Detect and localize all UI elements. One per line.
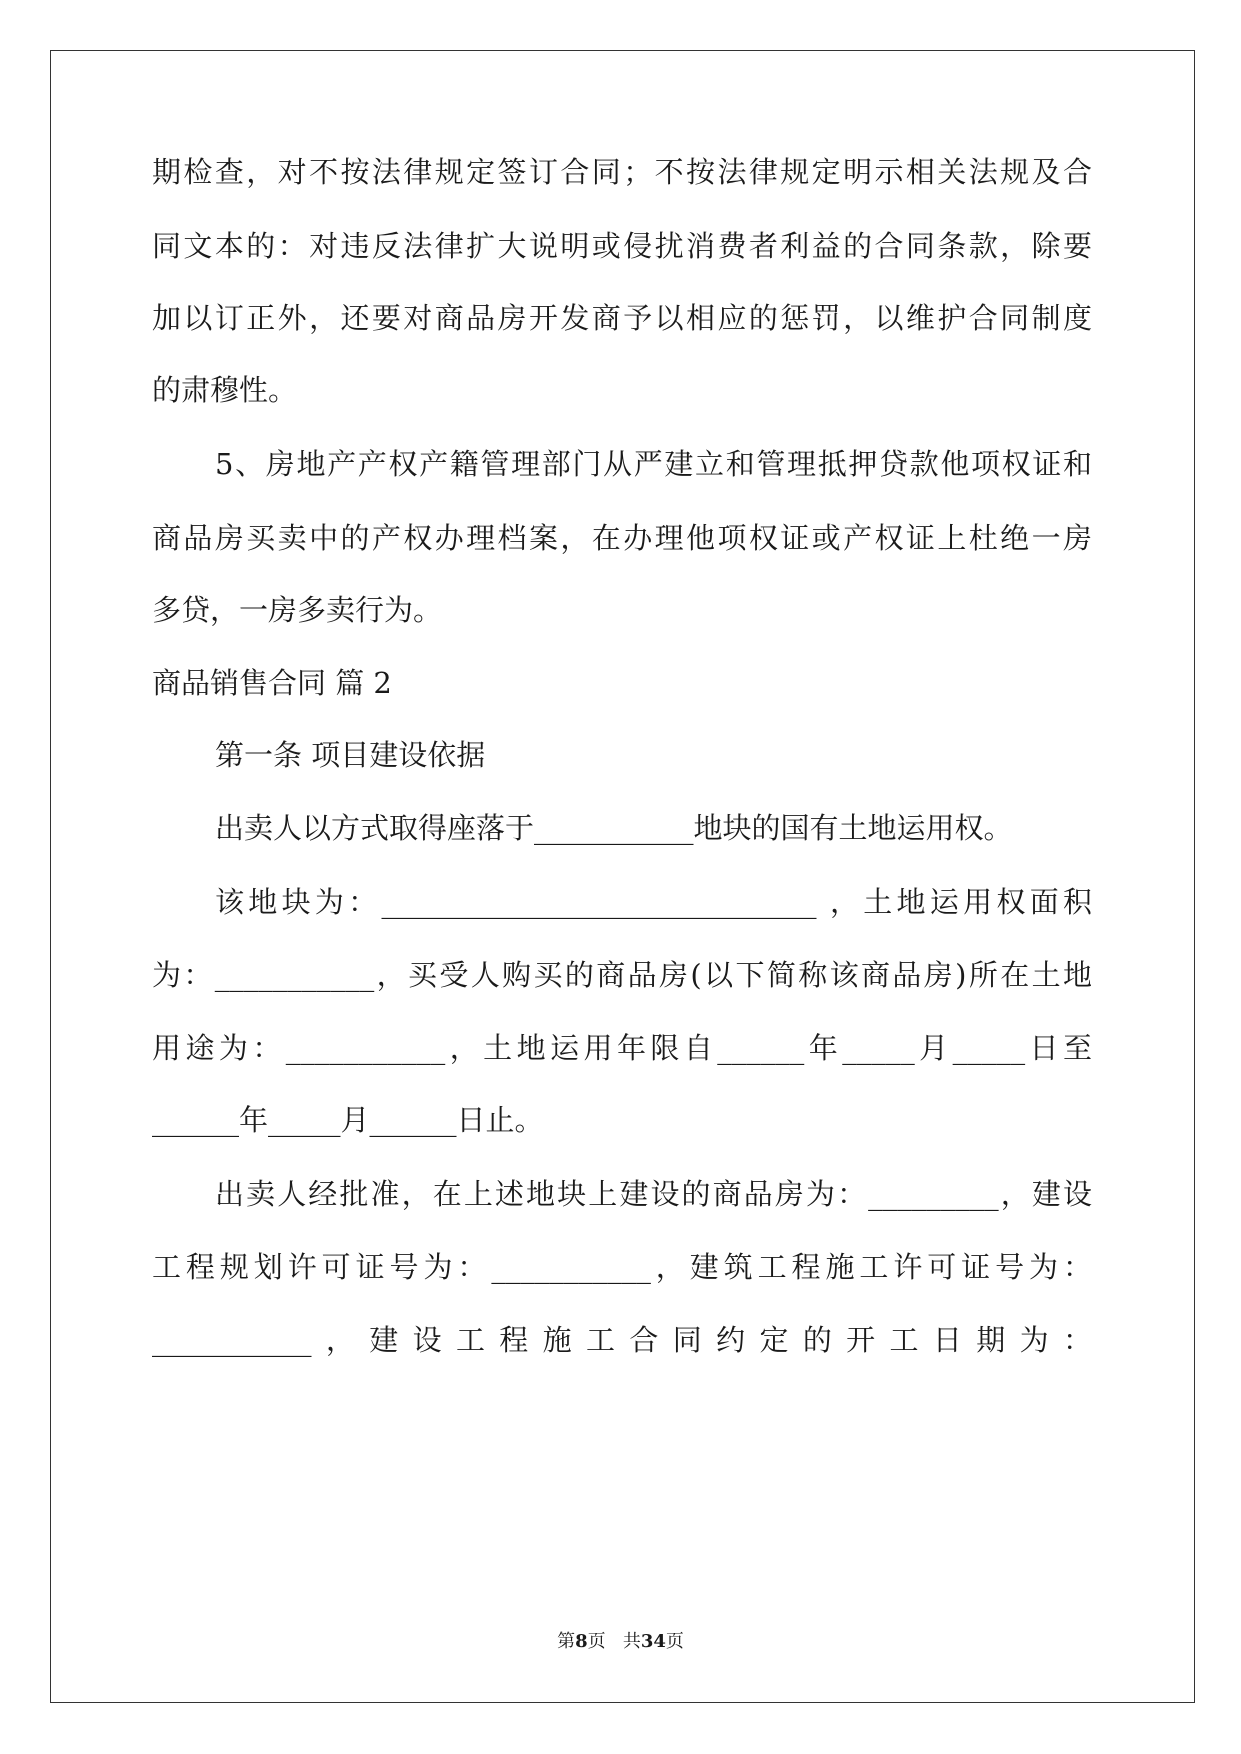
article-heading: 第一条 项目建设依据 [215,738,486,772]
section-heading: 商品销售合同 篇 2 [152,666,392,700]
body-line-10: 出卖人以方式取得座落于___________地块的国有土地运用权。 [215,811,1013,845]
body-line-14: ______年_____月______日止。 [152,1103,544,1137]
body-line-17: ___________，建设工程施工合同约定的开工日期为： [152,1323,1092,1357]
body-line-3: 加以订正外，还要对商品房开发商予以相应的惩罚，以维护合同制度 [152,301,1092,335]
body-line-1: 期检查，对不按法律规定签订合同；不按法律规定明示相关法规及合 [152,155,1092,189]
body-line-7: 多贷，一房多卖行为。 [152,593,443,627]
body-line-11: 该地块为：______________________________ ，土地运用权面积 [215,885,1092,919]
body-line-15: 出卖人经批准，在上述地块上建设的商品房为：_________，建设 [215,1177,1092,1211]
body-line-4: 的肃穆性。 [152,373,298,407]
footer-total-prefix: 共 [622,1631,641,1652]
body-line-2: 同文本的：对违反法律扩大说明或侵扰消费者利益的合同条款，除要 [152,229,1092,263]
footer-page-suffix: 页 [587,1631,606,1652]
footer-total-pages: 34 [640,1631,666,1652]
body-line-13: 用途为：___________，土地运用年限自______年_____月_____日至 [152,1031,1092,1065]
page-footer [0,1630,1241,1654]
body-line-5: 5、房地产产权产籍管理部门从严建立和管理抵押贷款他项权证和 [215,447,1092,481]
body-line-6: 商品房买卖中的产权办理档案，在办理他项权证或产权证上杜绝一房 [152,521,1092,555]
footer-prefix: 第 [557,1631,576,1652]
footer-total-suffix: 页 [665,1631,684,1652]
footer-page-number: 8 [575,1631,588,1652]
body-line-12: 为：___________，买受人购买的商品房(以下简称该商品房)所在土地 [152,958,1092,992]
body-line-16: 工程规划许可证号为：___________，建筑工程施工许可证号为： [152,1250,1092,1284]
